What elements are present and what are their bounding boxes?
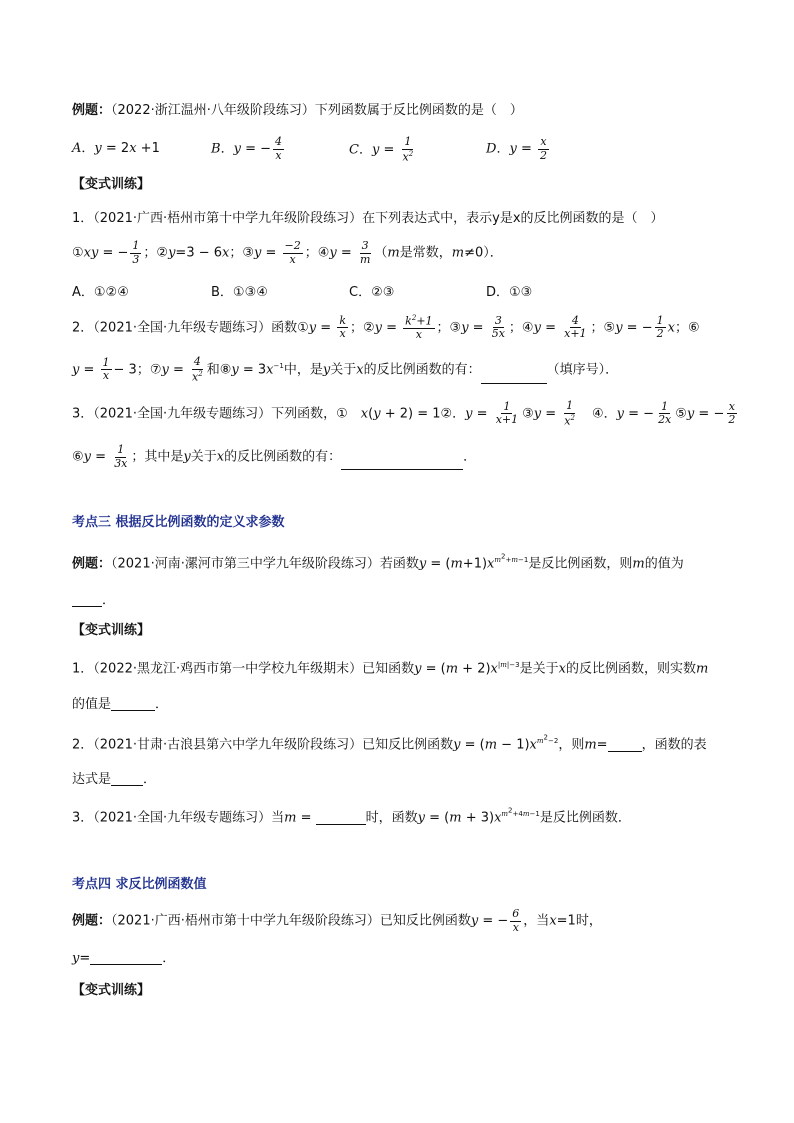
example-3-line-1: 例题：（2021·河南·漯河市第三中学九年级阶段练习）若函数$y = (m+1)x^{m^2+m-1}$是反比例函数，则m的值为 xyxy=(72,553,684,572)
example-label: 例题： xyxy=(72,103,112,118)
question-3-1-line-2: 的值是 ． xyxy=(72,697,169,712)
answer-blank[interactable] xyxy=(608,739,642,752)
option-b: B．y = − $\frac{4}{x}$ xyxy=(211,135,282,162)
option-a: A．y = 2x +1 xyxy=(72,141,160,156)
option-c: C．y = $\frac{1}{x^2}$ xyxy=(349,135,414,164)
variant-training-heading: 【变式训练】 xyxy=(72,983,151,998)
question-1-expressions: ①xy = − $\frac{1}{3}$ ；②y=3 − 6x；③y = $\frac{-2}{x}$ ；④y = $\frac{3}{m}$ （m是常数，m≠0）． xyxy=(72,239,503,266)
question-2-line-2: y = $\frac{1}{x}$ − 3；⑦y = $\frac{4}{x^2}$ 和⑧y = $3x^{-1}$中，是y关于x的反比例函数的有： （填序号）． xyxy=(72,355,619,384)
answer-blank[interactable] xyxy=(481,371,547,384)
option-c: C．②③ xyxy=(349,285,395,300)
option-b: B．①③④ xyxy=(211,285,268,300)
option-d: D．y = $\frac{x}{2}$ xyxy=(486,135,547,162)
question-3-line-2: ⑥y = $\frac{1}{3x}$ ；其中是y关于x的反比例函数的有： ． xyxy=(72,443,477,470)
answer-blank[interactable] xyxy=(111,698,155,711)
example-4-line-1: 例题：（2021·广西·梧州市第十中学九年级阶段练习）已知反比例函数y = − $\frac{6}{x}$ ，当x=1时， xyxy=(72,907,602,934)
answer-blank[interactable] xyxy=(90,952,162,965)
option-d: D．①③ xyxy=(486,285,533,300)
question-1-text: 1．（2021·广西·梧州市第十中学九年级阶段练习）在下列表达式中，表示y是x的反比例函数的是（ ） xyxy=(72,211,664,226)
question-3-2-line-2: 达式是 ． xyxy=(72,772,157,787)
question-3-3-line-1: 3．（2021·全国·九年级专题练习）当m = 时，函数$y = (m + 3)x^{m^2+4m-1}$是反比例函数． xyxy=(72,807,631,826)
answer-blank[interactable] xyxy=(341,457,463,470)
variant-training-heading: 【变式训练】 xyxy=(72,623,151,638)
variant-training-heading: 【变式训练】 xyxy=(72,177,151,192)
example-1-question: （2022·浙江温州·八年级阶段练习）下列函数属于反比例函数的是（ ） xyxy=(111,103,523,118)
answer-blank[interactable] xyxy=(316,812,366,825)
example-1-line xyxy=(72,104,523,117)
section-3-title: 考点三 根据反比例函数的定义求参数 xyxy=(72,515,285,530)
example-4-line-2: y= ． xyxy=(72,951,176,966)
question-3-2-line-1: 2．（2021·甘肃·古浪县第六中学九年级阶段练习）已知反比例函数$y = (m - 1)x^{m^2-2}$，则m= ，函数的表 xyxy=(72,734,707,753)
answer-blank[interactable] xyxy=(72,594,102,607)
section-4-title: 考点四 求反比例函数值 xyxy=(72,877,207,892)
question-2-line-1: 2．（2021·全国·九年级专题练习）函数①y = $\frac{k}{x}$ ；②y = $\frac{k^2+1}{x}$ ；③y = $\frac{3}{5x}$ ；④y = $\frac{4}{x+1}$ ；⑤y = − $\frac{1}{2}$ x；⑥ xyxy=(72,313,700,342)
question-3-1-line-1: 1．（2022·黑龙江·鸡西市第一中学校九年级期末）已知函数$y = (m + 2)x^{|m|-3}$是关于x的反比例函数，则实数m xyxy=(72,661,709,677)
answer-blank[interactable] xyxy=(111,773,143,786)
question-3-line-1: 3．（2021·全国·九年级专题练习）下列函数，① x(y + 2) = 1②．y = $\frac{1}{x+1}$ ③y = $\frac{1}{x^2}$ ④．y = − $\frac{1}{2x}$ ⑤y = − $\frac{x}{2}$ xyxy=(72,399,736,428)
example-3-line-2: ． xyxy=(72,594,115,607)
option-a: A．①②④ xyxy=(72,285,129,300)
